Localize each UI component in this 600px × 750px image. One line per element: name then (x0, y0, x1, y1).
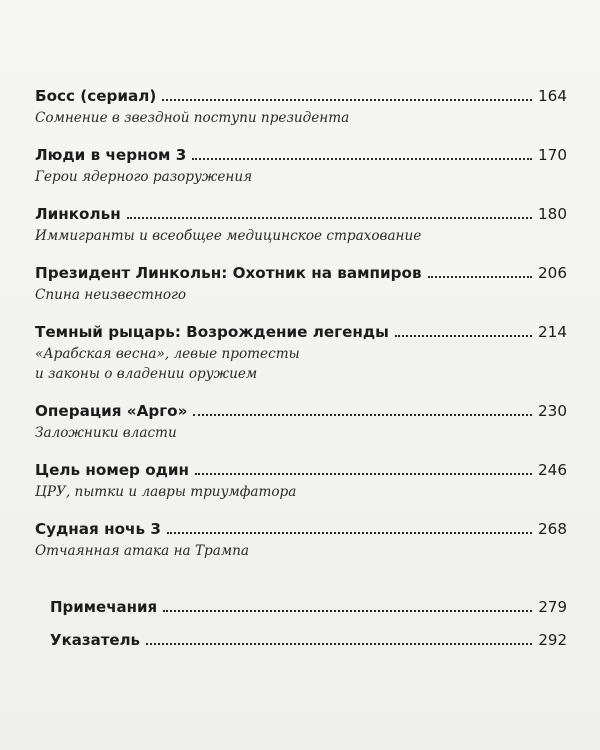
subtitle-line: ЦРУ, пытки и лавры триумфатора (35, 484, 297, 500)
dot-leader (146, 643, 532, 645)
toc-entry (35, 85, 567, 128)
subtitle-line: Иммигранты и всеобщее медицинское страхование (35, 228, 422, 244)
dot-leader (193, 414, 532, 416)
toc-entry-title: Цель номер один (35, 461, 190, 479)
toc-entry-page: 180 (538, 205, 567, 223)
toc-entry-subtitle (35, 482, 567, 502)
toc-entry-subtitle (35, 108, 567, 128)
subtitle-line: «Арабская весна», левые протесты (35, 346, 300, 362)
dot-leader (195, 473, 532, 475)
toc-entry-page: 268 (538, 520, 567, 538)
dot-leader (395, 335, 532, 337)
dot-leader (167, 532, 532, 534)
toc-entry-title: Президент Линкольн: Охотник на вампиров (35, 264, 422, 282)
dot-leader (192, 158, 532, 160)
toc-entry-row (35, 144, 567, 166)
toc-entry (35, 144, 567, 187)
subtitle-line: Заложники власти (35, 425, 177, 441)
toc-entry-page: 246 (538, 461, 567, 479)
dot-leader (163, 610, 532, 612)
toc-entry-title: Линкольн (35, 205, 121, 223)
subtitle-line: и законы о владении оружием (35, 366, 258, 382)
toc-entry-row (35, 518, 567, 540)
toc-entry-row (35, 203, 567, 225)
toc-entry-subtitle (35, 423, 567, 443)
toc-entry-page: 230 (538, 402, 567, 420)
toc-entry-row (35, 262, 567, 284)
toc-entry (35, 459, 567, 502)
toc-back-row (50, 596, 567, 618)
subtitle-line: Герои ядерного разоружения (35, 169, 253, 185)
toc-back-row (50, 629, 567, 651)
dot-leader (428, 276, 532, 278)
toc-back-page: 292 (538, 631, 567, 649)
toc-entry (35, 321, 567, 384)
toc-entry-subtitle (35, 541, 567, 561)
toc-back-title: Указатель (50, 631, 141, 649)
dot-leader (127, 217, 532, 219)
toc-entry-subtitle (35, 285, 567, 305)
toc-entry (35, 518, 567, 561)
toc-entry-title: Босс (сериал) (35, 87, 157, 105)
toc-entry-title: Операция «Арго» (35, 402, 188, 420)
toc-entry-title: Люди в черном 3 (35, 146, 187, 164)
dot-leader (162, 99, 532, 101)
toc-back-page: 279 (538, 598, 567, 616)
toc-entry-title: Темный рыцарь: Возрождение легенды (35, 323, 389, 341)
toc-entry-page: 206 (538, 264, 567, 282)
back-matter (50, 596, 567, 662)
toc-entry-page: 164 (538, 87, 567, 105)
subtitle-line: Отчаянная атака на Трампа (35, 543, 249, 559)
toc-entry-row (35, 459, 567, 481)
toc-entry (35, 400, 567, 443)
toc-entry-page: 214 (538, 323, 567, 341)
toc-back-title: Примечания (50, 598, 158, 616)
subtitle-line: Сомнение в звездной поступи президента (35, 110, 350, 126)
toc-entry-subtitle (35, 344, 567, 384)
toc-entry-page: 170 (538, 146, 567, 164)
toc-entry-row (35, 400, 567, 422)
toc-entry-row (35, 85, 567, 107)
toc-entry-title: Судная ночь 3 (35, 520, 161, 538)
toc-entry-subtitle (35, 226, 567, 246)
subtitle-line: Спина неизвестного (35, 287, 187, 303)
toc-entry-subtitle (35, 167, 567, 187)
toc-entry (35, 203, 567, 246)
toc-entry (35, 262, 567, 305)
table-of-contents (35, 85, 567, 577)
toc-entry-row (35, 321, 567, 343)
